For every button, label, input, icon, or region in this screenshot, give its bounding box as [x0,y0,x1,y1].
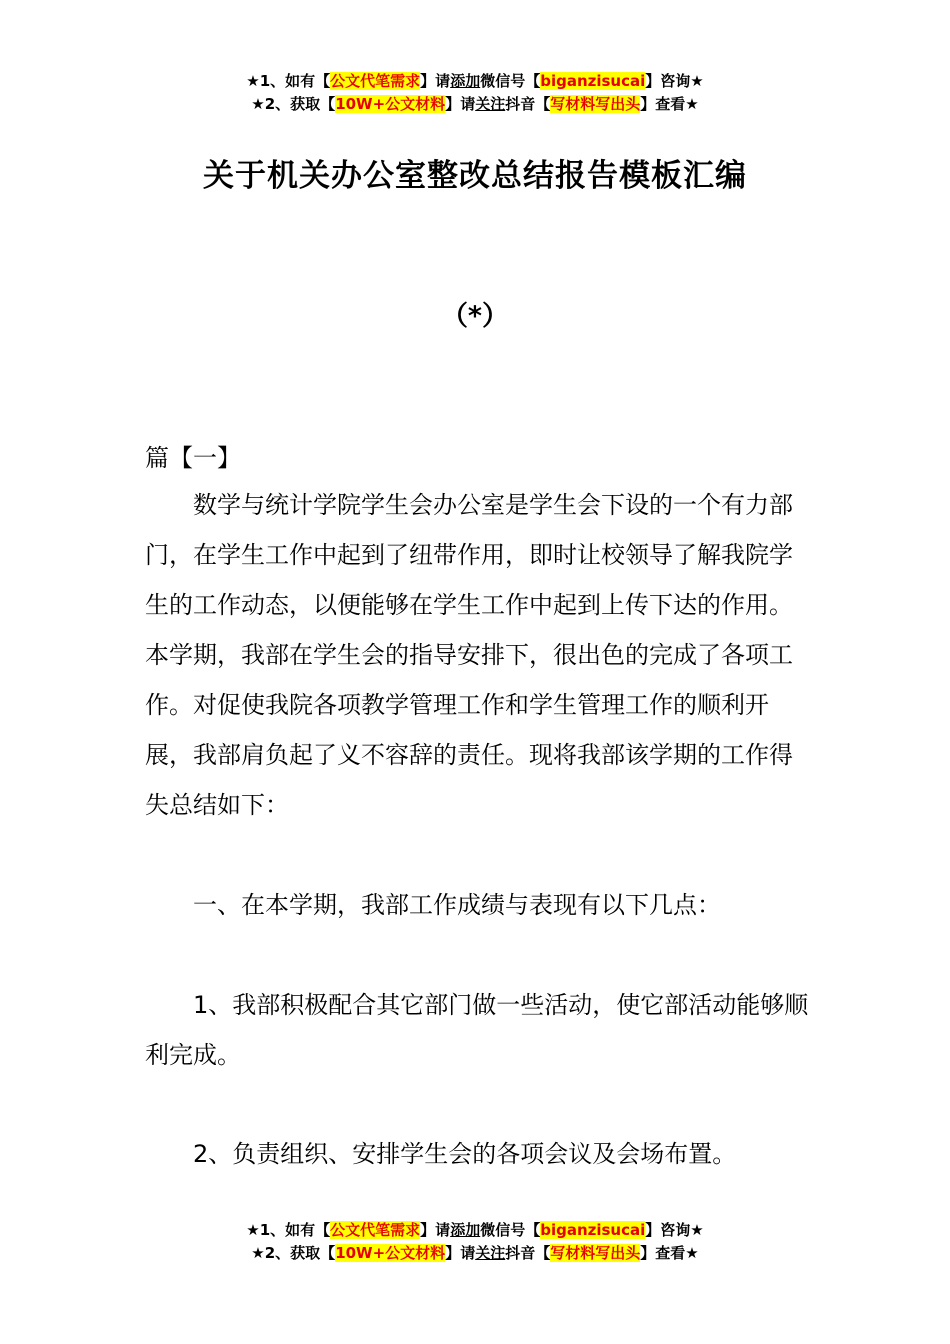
highlight-douyin-account: 写材料写出头 [550,1244,641,1262]
highlight-douyin-account: 写材料写出头 [550,95,641,113]
highlight-wechat-id: biganzisucai [540,1221,646,1239]
highlight-materials: 10W+公文材料 [335,95,446,113]
banner-line-2: ★2、获取【10W+公文材料】请关注抖音【写材料写出头】查看★ [251,1244,699,1262]
highlight-wechat-id: biganzisucai [540,72,646,90]
document-subtitle: （*） [440,301,510,332]
point-item-2: 2、负责组织、安排学生会的各项会议及会场布置。 [193,1140,737,1168]
point-item-1: 1、我部积极配合其它部门做一些活动，使它部活动能够顺利完成。 [145,991,809,1069]
banner-line-2: ★2、获取【10W+公文材料】请关注抖音【写材料写出头】查看★ [251,95,699,113]
header-banner [0,70,950,116]
point-heading: 一、在本学期，我部工作成绩与表现有以下几点： [193,891,721,919]
highlight-service: 公文代笔需求 [330,1221,421,1239]
intro-paragraph: 数学与统计学院学生会办公室是学生会下设的一个有力部门，在学生工作中起到了纽带作用，即时让校领导了解我院学生的工作动态，以便能够在学生工作中起到上传下达的作用。本学期，我部在学生会的指导安排下，很出色的完成了各项工作。对促使我院各项教学管理工作和学生管理工作的顺利开展，我部肩负起了义不容辞的责任。现将我部该学期的工作得失总结如下： [145,491,793,819]
banner-line-1: ★1、如有【公文代笔需求】请添加微信号【biganzisucai】咨询★ [246,1221,704,1239]
document-title: 关于机关办公室整改总结报告模板汇编 [203,158,747,194]
banner-line-1: ★1、如有【公文代笔需求】请添加微信号【biganzisucai】咨询★ [246,72,704,90]
highlight-service: 公文代笔需求 [330,72,421,90]
footer-banner [0,1219,950,1265]
highlight-materials: 10W+公文材料 [335,1244,446,1262]
section-heading: 篇【一】 [145,444,241,472]
